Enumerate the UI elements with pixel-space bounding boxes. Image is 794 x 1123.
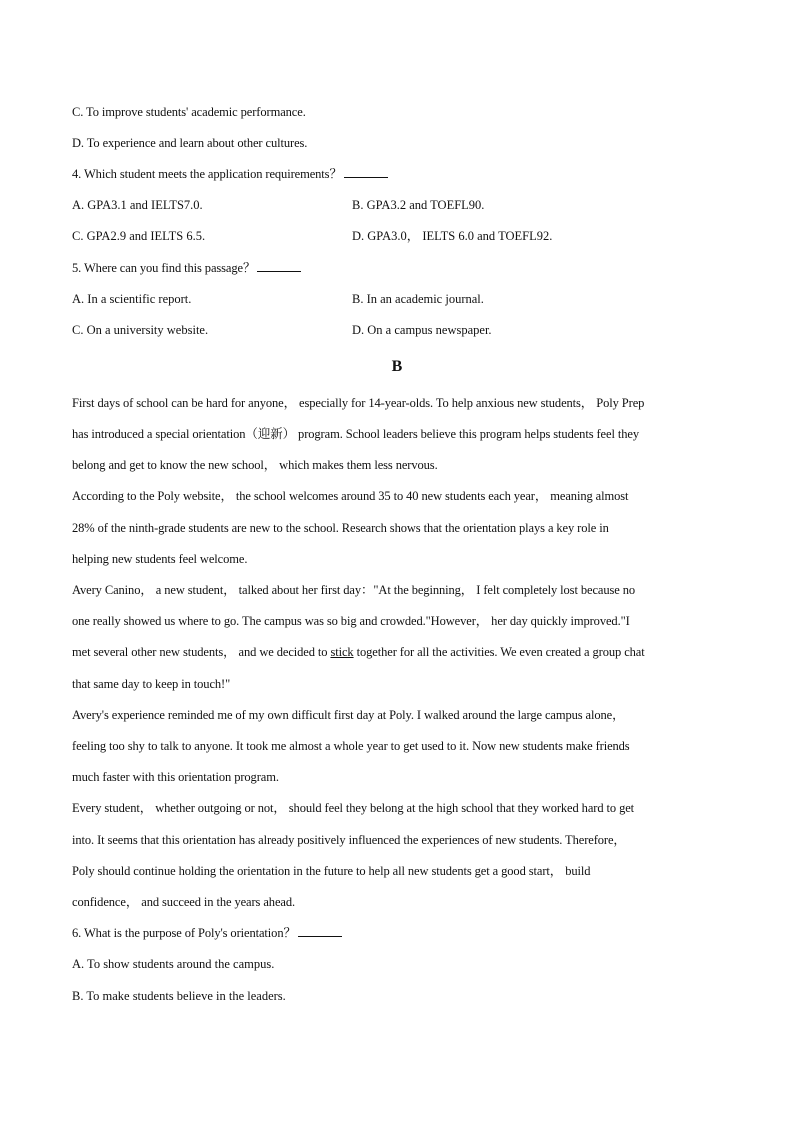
passage-line: Poly should continue holding the orientation in the future to help all new students get a good start， build: [72, 864, 591, 878]
passage-line: much faster with this orientation program.: [72, 770, 279, 784]
q5-option-c: C. On a university website.: [72, 323, 209, 337]
q5-option-d: D. On a campus newspaper.: [352, 323, 492, 337]
passage-line: Avery's experience reminded me of my own difficult first day at Poly. I walked around the large campus alone，: [72, 708, 625, 722]
question-4-text: 4. Which student meets the application requirements？: [72, 167, 342, 181]
answer-blank[interactable]: [344, 166, 388, 178]
passage-line: helping new students feel welcome.: [72, 552, 248, 566]
q4-option-a: A. GPA3.1 and IELTS7.0.: [72, 198, 203, 212]
passage-line: Every student， whether outgoing or not， should feel they belong at the high school that they worked hard to get: [72, 801, 635, 815]
passage-line: First days of school can be hard for anyone， especially for 14-year-olds. To help anxious new students， Poly Prep: [72, 396, 645, 410]
q4-option-c: C. GPA2.9 and IELTS 6.5.: [72, 229, 206, 243]
passage-line: has introduced a special orientation（迎新） program. School leaders believe this program helps students feel they: [72, 427, 639, 441]
passage-line: According to the Poly website， the school welcomes around 35 to 40 new students each year， meaning almost: [72, 489, 629, 503]
passage-line: that same day to keep in touch!": [72, 677, 231, 691]
line-text-after: together for all the activities. We even created a group chat: [353, 645, 645, 659]
question-6: [72, 925, 732, 941]
passage-line: belong and get to know the new school， which makes them less nervous.: [72, 458, 438, 472]
q4-option-b: B. GPA3.2 and TOEFL90.: [352, 198, 485, 212]
line-text-before: met several other new students， and we decided to: [72, 645, 331, 659]
question-4: [72, 166, 732, 182]
q6-option-a: A. To show students around the campus.: [72, 957, 275, 971]
passage-line: into. It seems that this orientation has already positively influenced the experiences of new students. Therefore，: [72, 833, 626, 847]
passage-line: 28% of the ninth-grade students are new to the school. Research shows that the orientation plays a key role in: [72, 521, 609, 535]
q3-option-c: C. To improve students' academic performance.: [72, 105, 306, 119]
passage-line: feeling too shy to talk to anyone. It took me almost a whole year to get used to it. Now new students make friends: [72, 739, 630, 753]
passage-line: Avery Canino， a new student， talked about her first day："At the beginning， I felt completely lost because no: [72, 583, 636, 597]
section-heading: B: [391, 358, 403, 375]
answer-blank[interactable]: [257, 260, 301, 272]
passage-line-stick: [72, 644, 732, 660]
q3-option-d: D. To experience and learn about other cultures.: [72, 136, 308, 150]
question-6-text: 6. What is the purpose of Poly's orientation？: [72, 926, 296, 940]
q5-option-b: B. In an academic journal.: [352, 292, 484, 306]
question-5: [72, 260, 732, 276]
q6-option-b: B. To make students believe in the leaders.: [72, 989, 286, 1003]
passage-line: confidence， and succeed in the years ahead.: [72, 895, 296, 909]
q5-option-a: A. In a scientific report.: [72, 292, 192, 306]
answer-blank[interactable]: [298, 925, 342, 937]
passage-line: one really showed us where to go. The campus was so big and crowded."However， her day quickly improved."I: [72, 614, 630, 628]
q4-option-d: D. GPA3.0， IELTS 6.0 and TOEFL92.: [352, 229, 553, 243]
underlined-word: stick: [330, 645, 354, 659]
question-5-text: 5. Where can you find this passage？: [72, 261, 256, 275]
